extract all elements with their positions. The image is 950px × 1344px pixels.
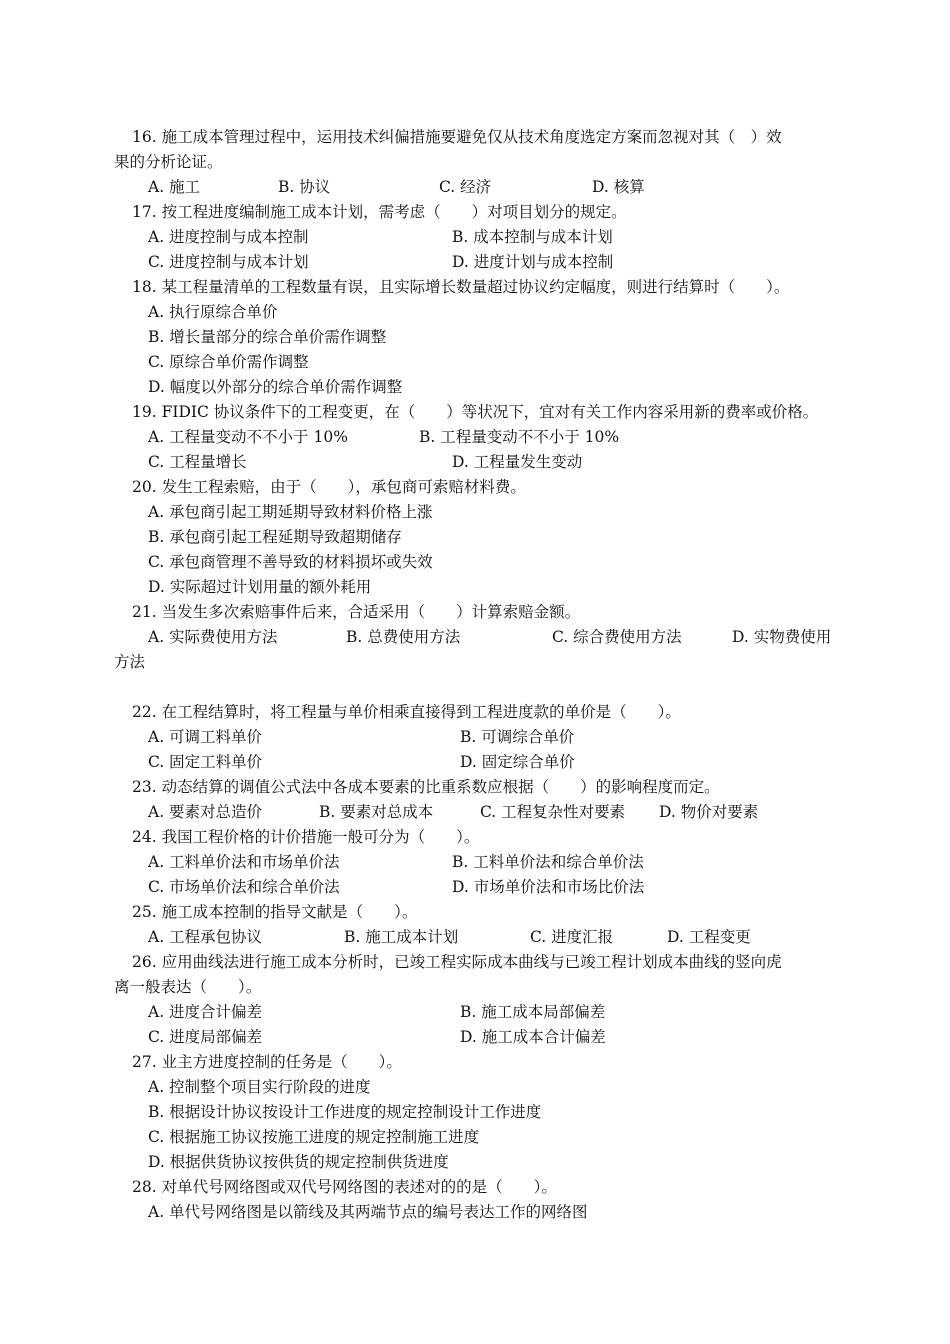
option-b: B. 总费使用方法 (346, 628, 461, 646)
question-stem-continuation: 离一般表达（ ）。 (114, 978, 262, 996)
option-row (114, 725, 840, 750)
option-continuation: 方法 (114, 653, 146, 671)
option-row (114, 850, 840, 875)
option-row (114, 1000, 840, 1025)
option-c: C. 工程量增长 (148, 453, 247, 471)
option-c: C. 工程复杂性对要素 (480, 803, 626, 821)
option-d: D. 固定综合单价 (460, 753, 575, 771)
option-c: C. 根据施工协议按施工进度的规定控制施工进度 (148, 1128, 480, 1146)
option-d: D. 根据供货协议按供货的规定控制供货进度 (148, 1153, 449, 1171)
option-b: B. 根据设计协议按设计工作进度的规定控制设计工作进度 (148, 1103, 542, 1121)
option-d: D. 实物费使用 (732, 628, 832, 646)
option-row (114, 625, 840, 650)
option-b: B. 可调综合单价 (460, 728, 575, 746)
option-c: C. 进度汇报 (530, 928, 614, 946)
option-a: A. 控制整个项目实行阶段的进度 (148, 1078, 371, 1096)
question-stem: 27. 业主方进度控制的任务是（ ）。 (132, 1053, 402, 1071)
question-list (114, 125, 840, 1225)
option-a: A. 单代号网络图是以箭线及其两端节点的编号表达工作的网络图 (148, 1203, 588, 1221)
option-b: B. 工料单价法和综合单价法 (452, 853, 644, 871)
option-a: A. 实际费使用方法 (148, 628, 278, 646)
option-b: B. 施工成本计划 (344, 928, 459, 946)
option-c: C. 经济 (439, 178, 492, 196)
option-a: A. 工程量变动不不小于 10% (148, 428, 348, 446)
question-stem: 16. 施工成本管理过程中，运用技术纠偏措施要避免仅从技术角度选定方案而忽视对其（ ）效 (132, 128, 782, 146)
option-c: C. 市场单价法和综合单价法 (148, 878, 340, 896)
option-d: D. 市场单价法和市场比价法 (452, 878, 645, 896)
option-a: A. 要素对总造价 (148, 803, 263, 821)
question-stem: 19. FIDIC 协议条件下的工程变更，在（ ）等状况下，宜对有关工作内容采用新的费率或价格。 (132, 403, 819, 421)
option-row (114, 425, 840, 450)
option-a: A. 工程承包协议 (148, 928, 263, 946)
option-row (114, 175, 840, 200)
option-a: A. 可调工料单价 (148, 728, 263, 746)
option-b: B. 成本控制与成本计划 (452, 228, 613, 246)
question-stem: 18. 某工程量清单的工程数量有误，且实际增长数量超过协议约定幅度，则进行结算时（ ）。 (132, 278, 790, 296)
option-d: D. 施工成本合计偏差 (460, 1028, 606, 1046)
option-row (114, 800, 840, 825)
option-d: D. 工程量发生变动 (452, 453, 583, 471)
question-stem: 28. 对单代号网络图或双代号网络图的表述对的的是（ ）。 (132, 1178, 557, 1196)
option-a: A. 承包商引起工期延期导致材料价格上涨 (148, 503, 433, 521)
option-d: D. 物价对要素 (659, 803, 759, 821)
option-c: C. 进度控制与成本计划 (148, 253, 309, 271)
option-row (114, 1025, 840, 1050)
option-d: D. 进度计划与成本控制 (452, 253, 614, 271)
question-stem: 22. 在工程结算时，将工程量与单价相乘直接得到工程进度款的单价是（ ）。 (132, 703, 681, 721)
option-b: B. 协议 (278, 178, 331, 196)
question-stem: 21. 当发生多次索赔事件后来，合适采用（ ）计算索赔金额。 (132, 603, 581, 621)
option-c: C. 原综合单价需作调整 (148, 353, 309, 371)
question-stem: 25. 施工成本控制的指导文献是（ ）。 (132, 903, 418, 921)
option-row (114, 750, 840, 775)
option-b: B. 增长量部分的综合单价需作调整 (148, 328, 387, 346)
question-stem: 26. 应用曲线法进行施工成本分析时，已竣工程实际成本曲线与已竣工程计划成本曲线的竖向虎 (132, 953, 782, 971)
option-d: D. 幅度以外部分的综合单价需作调整 (148, 378, 403, 396)
question-stem: 23. 动态结算的调值公式法中各成本要素的比重系数应根据（ ）的影响程度而定。 (132, 778, 720, 796)
option-c: C. 固定工料单价 (148, 753, 263, 771)
option-d: D. 实际超过计划用量的额外耗用 (148, 578, 372, 596)
option-b: B. 施工成本局部偏差 (460, 1003, 606, 1021)
question-stem: 20. 发生工程索赔，由于（ ），承包商可索赔材料费。 (132, 478, 526, 496)
option-d: D. 工程变更 (667, 928, 751, 946)
option-b: B. 要素对总成本 (319, 803, 434, 821)
option-b: B. 承包商引起工程延期导致超期储存 (148, 528, 402, 546)
option-row (114, 875, 840, 900)
option-row (114, 450, 840, 475)
option-row (114, 225, 840, 250)
question-stem: 24. 我国工程价格的计价措施一般可分为（ ）。 (132, 828, 480, 846)
option-c: C. 承包商管理不善导致的材料损坏或失效 (148, 553, 433, 571)
option-a: A. 进度合计偏差 (148, 1003, 263, 1021)
option-c: C. 进度局部偏差 (148, 1028, 263, 1046)
blank-line (114, 675, 840, 700)
option-b: B. 工程量变动不不小于 10% (419, 428, 620, 446)
option-a: A. 工料单价法和市场单价法 (148, 853, 340, 871)
option-row (114, 250, 840, 275)
option-c: C. 综合费使用方法 (552, 628, 682, 646)
option-a: A. 施工 (148, 178, 201, 196)
question-stem: 17. 按工程进度编制施工成本计划，需考虑（ ）对项目划分的规定。 (132, 203, 627, 221)
option-row (114, 925, 840, 950)
option-d: D. 核算 (592, 178, 645, 196)
option-a: A. 执行原综合单价 (148, 303, 278, 321)
option-a: A. 进度控制与成本控制 (148, 228, 309, 246)
question-stem-continuation: 果的分析论证。 (114, 153, 223, 171)
